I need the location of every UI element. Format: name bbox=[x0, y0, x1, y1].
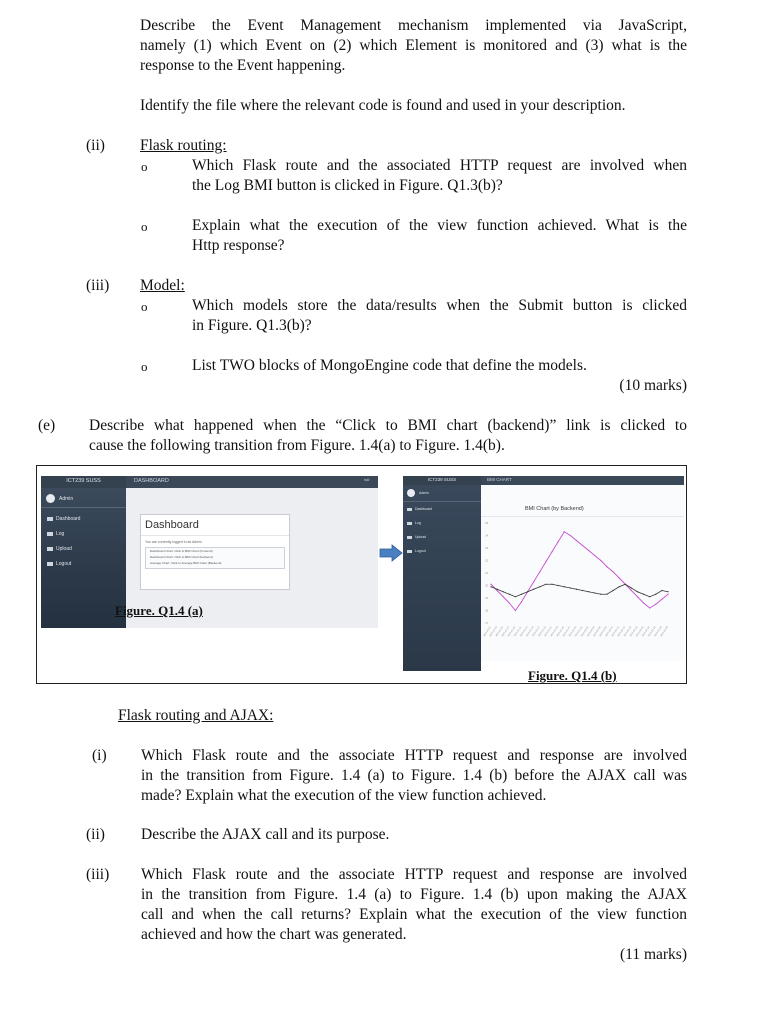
chart-title: BMI Chart (by Backend) bbox=[525, 506, 584, 512]
data-point bbox=[539, 571, 540, 572]
y-tick-label: 17 bbox=[485, 622, 488, 625]
question-line: List TWO blocks of MongoEngine code that define the models. bbox=[192, 357, 587, 374]
data-point bbox=[643, 594, 644, 595]
part-e-label: (e) bbox=[38, 417, 56, 434]
data-point bbox=[515, 596, 516, 597]
bullet-icon: o bbox=[141, 359, 148, 374]
data-point bbox=[625, 584, 626, 585]
y-tick-label: 25 bbox=[485, 522, 488, 525]
data-point bbox=[667, 591, 668, 592]
question-line: in Figure. Q1.3(b)? bbox=[192, 317, 312, 334]
data-point bbox=[509, 602, 510, 603]
question-line: the Log BMI button is clicked in Figure. Q1.3(b)? bbox=[192, 177, 503, 194]
upload-icon bbox=[407, 536, 412, 539]
toggle-icon[interactable]: ⇨ bbox=[364, 477, 370, 484]
user-name: Admin bbox=[419, 491, 429, 495]
data-point bbox=[606, 566, 607, 567]
data-point bbox=[594, 592, 595, 593]
link-backend-chart[interactable]: Dashboard Chart: Click to BMI Chart (backend) bbox=[150, 555, 213, 559]
x-tick-label: 2021-01-01 bbox=[483, 626, 492, 638]
avatar bbox=[46, 494, 55, 503]
chart-area bbox=[481, 485, 684, 661]
x-tick-label: 2021-02-08 bbox=[599, 626, 608, 638]
data-point bbox=[631, 587, 632, 588]
data-point bbox=[649, 607, 650, 608]
topbar-title: BMI CHART bbox=[487, 477, 512, 482]
data-point bbox=[661, 599, 662, 600]
data-point bbox=[655, 604, 656, 605]
part-ii-number: (ii) bbox=[86, 137, 105, 154]
data-point bbox=[612, 571, 613, 572]
log-icon bbox=[47, 532, 53, 536]
data-point bbox=[490, 584, 491, 585]
link-frontend-chart[interactable]: Dashboard Chart: Click to BMI Chart (frontend) bbox=[150, 549, 213, 553]
intro-line: namely (1) which Event on (2) which Element is monitored and (3) what is the bbox=[140, 37, 687, 54]
marks: (10 marks) bbox=[619, 377, 687, 394]
x-tick-label: 2021-01-07 bbox=[501, 626, 511, 638]
y-tick-label: 19 bbox=[485, 597, 488, 600]
data-point bbox=[545, 561, 546, 562]
data-point bbox=[551, 584, 552, 585]
question-line: Describe the AJAX call and its purpose. bbox=[141, 826, 390, 843]
data-point bbox=[637, 591, 638, 592]
part-iii-heading: Model: bbox=[140, 277, 185, 294]
data-point bbox=[503, 591, 504, 592]
data-point bbox=[600, 594, 601, 595]
data-point bbox=[497, 589, 498, 590]
y-tick-label: 23 bbox=[485, 547, 488, 550]
figure-a-caption: Figure. Q1.4 (a) bbox=[115, 603, 203, 618]
data-point bbox=[558, 541, 559, 542]
item-number: (ii) bbox=[86, 826, 105, 843]
question-line: Which Flask route and the associate HTTP request and response are involved bbox=[141, 747, 687, 764]
avatar bbox=[407, 489, 415, 497]
bullet-icon: o bbox=[141, 299, 148, 314]
log-icon bbox=[407, 522, 412, 525]
data-point bbox=[588, 591, 589, 592]
x-tick-label: 2021-02-04 bbox=[587, 626, 596, 638]
data-point bbox=[558, 585, 559, 586]
data-point bbox=[606, 594, 607, 595]
question-line: achieved and how the chart was generated. bbox=[141, 926, 407, 943]
logout-icon bbox=[407, 550, 412, 553]
y-tick-label: 20 bbox=[485, 584, 488, 588]
dashboard-card bbox=[140, 514, 290, 590]
main-content bbox=[115, 488, 378, 628]
data-point bbox=[600, 560, 601, 561]
question-line: Http response? bbox=[192, 237, 285, 254]
data-point bbox=[582, 590, 583, 591]
data-point bbox=[539, 586, 540, 587]
data-point bbox=[655, 594, 656, 595]
topbar bbox=[126, 476, 378, 488]
x-tick-label: 2021-01-29 bbox=[568, 626, 578, 638]
data-point bbox=[533, 589, 534, 590]
logout-icon bbox=[47, 562, 53, 566]
x-tick-label: 2021-02-18 bbox=[629, 626, 639, 638]
intro-line: response to the Event happening. bbox=[140, 57, 346, 74]
data-point bbox=[497, 590, 498, 591]
upload-icon bbox=[47, 547, 53, 551]
data-point bbox=[576, 540, 577, 541]
section-heading: Flask routing and AJAX: bbox=[118, 707, 274, 724]
x-tick-label: 2021-01-03 bbox=[489, 626, 498, 638]
data-point bbox=[631, 590, 632, 591]
card-text: You are currently logged in as Admin bbox=[145, 540, 202, 544]
y-tick-label: 22 bbox=[485, 559, 488, 563]
x-tick-label: 2021-02-20 bbox=[636, 626, 645, 638]
data-point bbox=[503, 596, 504, 597]
data-point bbox=[588, 550, 589, 551]
x-tick-label: 2021-01-13 bbox=[520, 626, 529, 638]
question-line: made? Explain what the execution of the view function achieved. bbox=[141, 787, 547, 804]
brand: ICT239 SUSS bbox=[66, 478, 101, 484]
x-tick-label: 2021-01-19 bbox=[538, 626, 547, 638]
sidebar-item-upload[interactable]: Upload bbox=[407, 535, 426, 539]
question-line: call and when the call returns? Explain what the execution of the view function bbox=[141, 906, 687, 923]
series-line bbox=[491, 532, 668, 611]
question-line: Which models store the data/results when the Submit button is clicked bbox=[192, 297, 687, 314]
sidebar bbox=[41, 476, 126, 628]
data-point bbox=[570, 535, 571, 536]
sidebar-item-log[interactable]: Log bbox=[407, 521, 421, 525]
data-point bbox=[564, 586, 565, 587]
x-tick-label: 2021-02-06 bbox=[593, 626, 602, 638]
transition-arrow-icon bbox=[379, 544, 403, 562]
link-average-chart[interactable]: Average Chart: Click to Average BMI Chart (Backend) bbox=[150, 561, 222, 565]
data-point bbox=[521, 601, 522, 602]
data-point bbox=[490, 586, 491, 587]
x-tick-label: 2021-02-10 bbox=[605, 626, 614, 638]
x-tick-label: 2021-02-02 bbox=[581, 626, 590, 638]
x-tick-label: 2021-01-17 bbox=[532, 626, 541, 638]
x-tick-label: 2021-02-22 bbox=[642, 626, 651, 638]
data-point bbox=[612, 590, 613, 591]
sidebar-item-upload[interactable]: Upload bbox=[47, 546, 72, 552]
sidebar-item-log[interactable]: Log bbox=[47, 531, 64, 537]
intro-line: Describe the Event Management mechanism implemented via JavaScript, bbox=[140, 17, 687, 34]
chart-icon bbox=[47, 517, 53, 521]
y-tick-label: 18 bbox=[485, 609, 488, 613]
item-number: (iii) bbox=[86, 866, 110, 883]
x-tick-label: 2021-02-26 bbox=[654, 626, 663, 638]
x-tick-label: 2021-02-28 bbox=[660, 626, 669, 638]
question-line: Which Flask route and the associated HTTP request are involved when bbox=[192, 157, 687, 174]
data-point bbox=[515, 610, 516, 611]
x-tick-label: 2021-02-16 bbox=[623, 626, 633, 638]
chart-icon bbox=[407, 508, 412, 511]
x-tick-label: 2021-01-21 bbox=[544, 626, 553, 638]
figure-frame bbox=[36, 465, 687, 684]
sidebar bbox=[403, 476, 481, 671]
data-point bbox=[564, 531, 565, 532]
question-line: Which Flask route and the associate HTTP request and response are involved bbox=[141, 866, 687, 883]
x-tick-label: 2021-02-12 bbox=[611, 626, 620, 638]
data-point bbox=[533, 581, 534, 582]
data-point bbox=[637, 596, 638, 597]
topbar-title: DASHBOARD bbox=[134, 478, 169, 484]
x-tick-label: 2021-02-24 bbox=[648, 626, 657, 638]
data-point bbox=[619, 577, 620, 578]
data-point bbox=[576, 589, 577, 590]
data-point bbox=[643, 602, 644, 603]
x-tick-label: 2021-01-05 bbox=[495, 626, 505, 638]
data-point bbox=[619, 586, 620, 587]
data-point bbox=[649, 596, 650, 597]
part-e-line: cause the following transition from Figure. 1.4(a) to Figure. 1.4(b). bbox=[89, 437, 505, 454]
sidebar-item-logout[interactable]: Logout bbox=[47, 561, 71, 567]
data-point bbox=[594, 555, 595, 556]
figure-a-screenshot bbox=[41, 476, 378, 628]
data-point bbox=[582, 545, 583, 546]
data-point bbox=[509, 594, 510, 595]
x-tick-label: 2021-01-09 bbox=[507, 626, 517, 638]
data-point bbox=[545, 584, 546, 585]
question-line: in the transition from Figure. 1.4 (a) to Figure. 1.4 (b) before the AJAX call was bbox=[141, 767, 687, 784]
figure-b-caption: Figure. Q1.4 (b) bbox=[528, 668, 617, 683]
part-ii-heading: Flask routing: bbox=[140, 137, 227, 154]
question-line: in the transition from Figure. 1.4 (a) to Figure. 1.4 (b) upon making the AJAX bbox=[141, 886, 687, 903]
series-line bbox=[491, 584, 668, 597]
bullet-icon: o bbox=[141, 159, 148, 174]
bullet-icon: o bbox=[141, 219, 148, 234]
part-iii-number: (iii) bbox=[86, 277, 110, 294]
data-point bbox=[527, 591, 528, 592]
x-tick-label: 2021-02-14 bbox=[617, 626, 627, 638]
intro-instruction: Identify the file where the relevant code is found and used in your description. bbox=[140, 97, 626, 114]
data-point bbox=[521, 594, 522, 595]
x-tick-label: 2021-01-27 bbox=[562, 626, 572, 638]
sidebar-item-dashboard[interactable]: Dashboard bbox=[47, 516, 80, 522]
sidebar-item-logout[interactable]: Logout bbox=[407, 549, 426, 553]
x-tick-label: 2021-01-31 bbox=[574, 626, 584, 638]
bmi-chart bbox=[481, 517, 684, 667]
question-line: Explain what the execution of the view function achieved. What is the bbox=[192, 217, 687, 234]
topbar bbox=[481, 476, 684, 485]
brand: ICT239 SUSS bbox=[427, 477, 457, 482]
data-point bbox=[551, 551, 552, 552]
figure-b-screenshot bbox=[403, 476, 684, 683]
user-name: Admin bbox=[59, 496, 74, 502]
card-title: Dashboard bbox=[145, 519, 199, 531]
x-tick-label: 2021-01-25 bbox=[556, 626, 566, 638]
y-tick-label: 24 bbox=[485, 534, 488, 538]
y-tick-label: 21 bbox=[485, 572, 488, 575]
marks: (11 marks) bbox=[619, 946, 687, 963]
x-tick-label: 2021-01-23 bbox=[550, 626, 559, 638]
data-point bbox=[661, 590, 662, 591]
x-tick-label: 2021-01-11 bbox=[514, 626, 523, 638]
x-tick-label: 2021-01-15 bbox=[526, 626, 535, 638]
data-point bbox=[667, 594, 668, 595]
sidebar-item-dashboard[interactable]: Dashboard bbox=[407, 507, 432, 511]
item-number: (i) bbox=[92, 747, 107, 764]
part-e-line: Describe what happened when the “Click to BMI chart (backend)” link is clicked to bbox=[89, 417, 687, 434]
data-point bbox=[570, 587, 571, 588]
